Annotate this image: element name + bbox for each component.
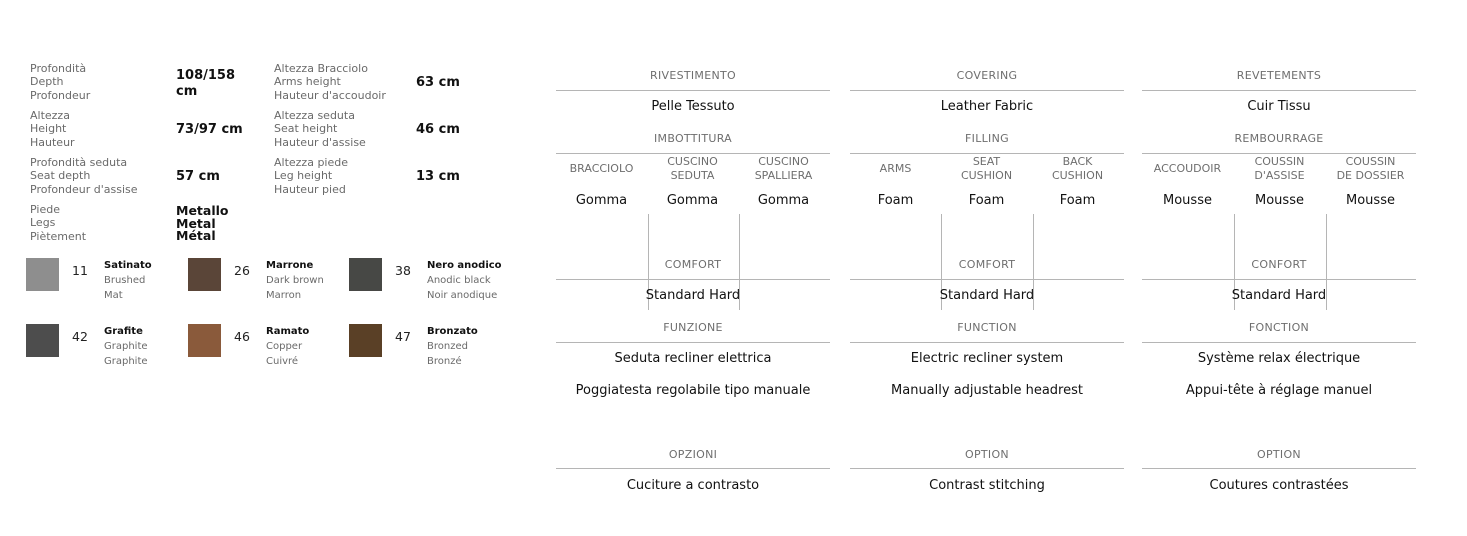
filling-part-label: BRACCIOLO [569, 162, 634, 175]
function-header: FUNCTION [957, 321, 1017, 334]
comfort-value: Standard Hard [939, 288, 1035, 303]
comfort-value: Standard Hard [1231, 288, 1327, 303]
option-value: Cuciture a contrasto [626, 478, 760, 493]
finish-item [349, 324, 509, 374]
divider [850, 342, 1124, 343]
finish-item [188, 324, 348, 374]
finish-code: 42 [72, 329, 88, 344]
filling-part-label: ARMS [879, 162, 912, 175]
legs-value: Metallo Metal Métal [176, 203, 229, 243]
comfort-header: COMFORT [958, 258, 1016, 271]
finish-code: 46 [234, 329, 250, 344]
option-header: OPTION [1257, 448, 1301, 461]
divider [1142, 468, 1416, 469]
dimension-value: 13 cm [416, 169, 460, 184]
divider [1142, 90, 1416, 91]
filling-part-value: Foam [1059, 193, 1096, 208]
function-value: Système relax électrique [1197, 351, 1361, 366]
option-header: OPTION [965, 448, 1009, 461]
dimension-value: 57 cm [176, 169, 220, 184]
filling-part [1325, 155, 1416, 208]
filling-part-value: Mousse [1255, 193, 1304, 208]
finish-swatch [188, 324, 221, 357]
finish-swatch [349, 324, 382, 357]
finish-code: 26 [234, 263, 250, 278]
finish-item [188, 258, 348, 308]
filling-header: IMBOTTITURA [653, 132, 733, 145]
filling-part [1234, 155, 1325, 208]
filling-header: REMBOURRAGE [1234, 132, 1324, 145]
finish-name: Marrone Dark brown Marron [266, 260, 324, 301]
comfort-value: Standard Hard [645, 288, 741, 303]
dimension-row [30, 109, 510, 156]
filling-part-label: ACCOUDOIR [1153, 162, 1222, 175]
dimension-label: Altezza Bracciolo Arms height Hauteur d'accoudoir [274, 62, 386, 102]
filling-part [647, 155, 738, 208]
covering-value: Leather Fabric [940, 99, 1034, 114]
finish-swatch [26, 324, 59, 357]
divider [556, 153, 830, 154]
filling-header: FILLING [965, 132, 1009, 145]
divider [556, 468, 830, 469]
finish-code: 47 [395, 329, 411, 344]
function-value: Seduta recliner elettrica [614, 351, 772, 366]
covering-header: COVERING [956, 69, 1018, 82]
filling-part-label: COUSSIN D'ASSISE [1254, 155, 1305, 182]
dimensions-table [30, 62, 510, 250]
filling-part-label: CUSCINO SEDUTA [667, 155, 718, 182]
divider [1142, 153, 1416, 154]
finish-name: Satinato Brushed Mat [104, 260, 152, 301]
dimension-value: 63 cm [416, 75, 460, 90]
covering-value: Pelle Tessuto [651, 99, 735, 114]
function-value: Electric recliner system [910, 351, 1064, 366]
divider [850, 468, 1124, 469]
filling-part [1142, 155, 1233, 208]
comfort-header: COMFORT [664, 258, 722, 271]
legs-label: Piede Legs Piètement [30, 203, 87, 243]
dimension-value: 108/158 cm [176, 68, 236, 99]
finish-code: 38 [395, 263, 411, 278]
option-value: Contrast stitching [929, 478, 1045, 493]
dimension-row [30, 156, 510, 203]
option-header: OPZIONI [668, 448, 718, 461]
filling-part [1032, 155, 1123, 208]
finish-name: Bronzato Bronzed Bronzé [427, 326, 478, 367]
comfort-header: CONFORT [1251, 258, 1307, 271]
divider [850, 153, 1124, 154]
finish-name: Nero anodico Anodic black Noir anodique [427, 260, 502, 301]
divider [1142, 279, 1416, 280]
filling-part-label: COUSSIN DE DOSSIER [1336, 155, 1405, 182]
function-value: Appui-tête à réglage manuel [1185, 383, 1373, 398]
dimension-label: Profondità seduta Seat depth Profondeur d'assise [30, 156, 138, 196]
covering-header: REVETEMENTS [1236, 69, 1322, 82]
finish-item [26, 258, 186, 308]
finish-swatch [349, 258, 382, 291]
function-header: FONCTION [1248, 321, 1310, 334]
divider [1142, 342, 1416, 343]
dimension-row [30, 62, 510, 109]
covering-header: RIVESTIMENTO [650, 69, 736, 82]
divider [556, 342, 830, 343]
finish-swatch [26, 258, 59, 291]
dimension-label: Altezza piede Leg height Hauteur pied [274, 156, 349, 196]
option-value: Coutures contrastées [1209, 478, 1349, 493]
finish-name: Grafite Graphite Graphite [104, 326, 148, 367]
dimension-label: Altezza seduta Seat height Hauteur d'assise [274, 109, 366, 149]
covering-value: Cuir Tissu [1247, 99, 1311, 114]
filling-part-value: Mousse [1346, 193, 1395, 208]
dimension-value: 46 cm [416, 122, 460, 137]
divider [556, 279, 830, 280]
dimension-label: Profondità Depth Profondeur [30, 62, 91, 102]
filling-part-value: Foam [968, 193, 1005, 208]
filling-part-label: SEAT CUSHION [960, 155, 1013, 182]
finish-code: 11 [72, 263, 88, 278]
function-value: Poggiatesta regolabile tipo manuale [575, 383, 811, 398]
function-value: Manually adjustable headrest [891, 383, 1083, 398]
legs-row [30, 203, 510, 250]
filling-part [850, 155, 941, 208]
filling-part [738, 155, 829, 208]
finish-name: Ramato Copper Cuivré [266, 326, 310, 367]
dimension-label: Altezza Height Hauteur [30, 109, 75, 149]
function-header: FUNZIONE [663, 321, 723, 334]
finish-swatch [188, 258, 221, 291]
filling-part-label: CUSCINO SPALLIERA [754, 155, 813, 182]
dimension-value: 73/97 cm [176, 122, 243, 137]
divider [850, 279, 1124, 280]
filling-part-label: BACK CUSHION [1051, 155, 1104, 182]
filling-part [556, 155, 647, 208]
filling-part-value: Gomma [575, 193, 628, 208]
filling-part-value: Foam [877, 193, 914, 208]
filling-part-value: Mousse [1163, 193, 1212, 208]
filling-part-value: Gomma [757, 193, 810, 208]
finish-item [26, 324, 186, 374]
filling-part [941, 155, 1032, 208]
divider [556, 90, 830, 91]
finish-item [349, 258, 509, 308]
filling-part-value: Gomma [666, 193, 719, 208]
divider [850, 90, 1124, 91]
